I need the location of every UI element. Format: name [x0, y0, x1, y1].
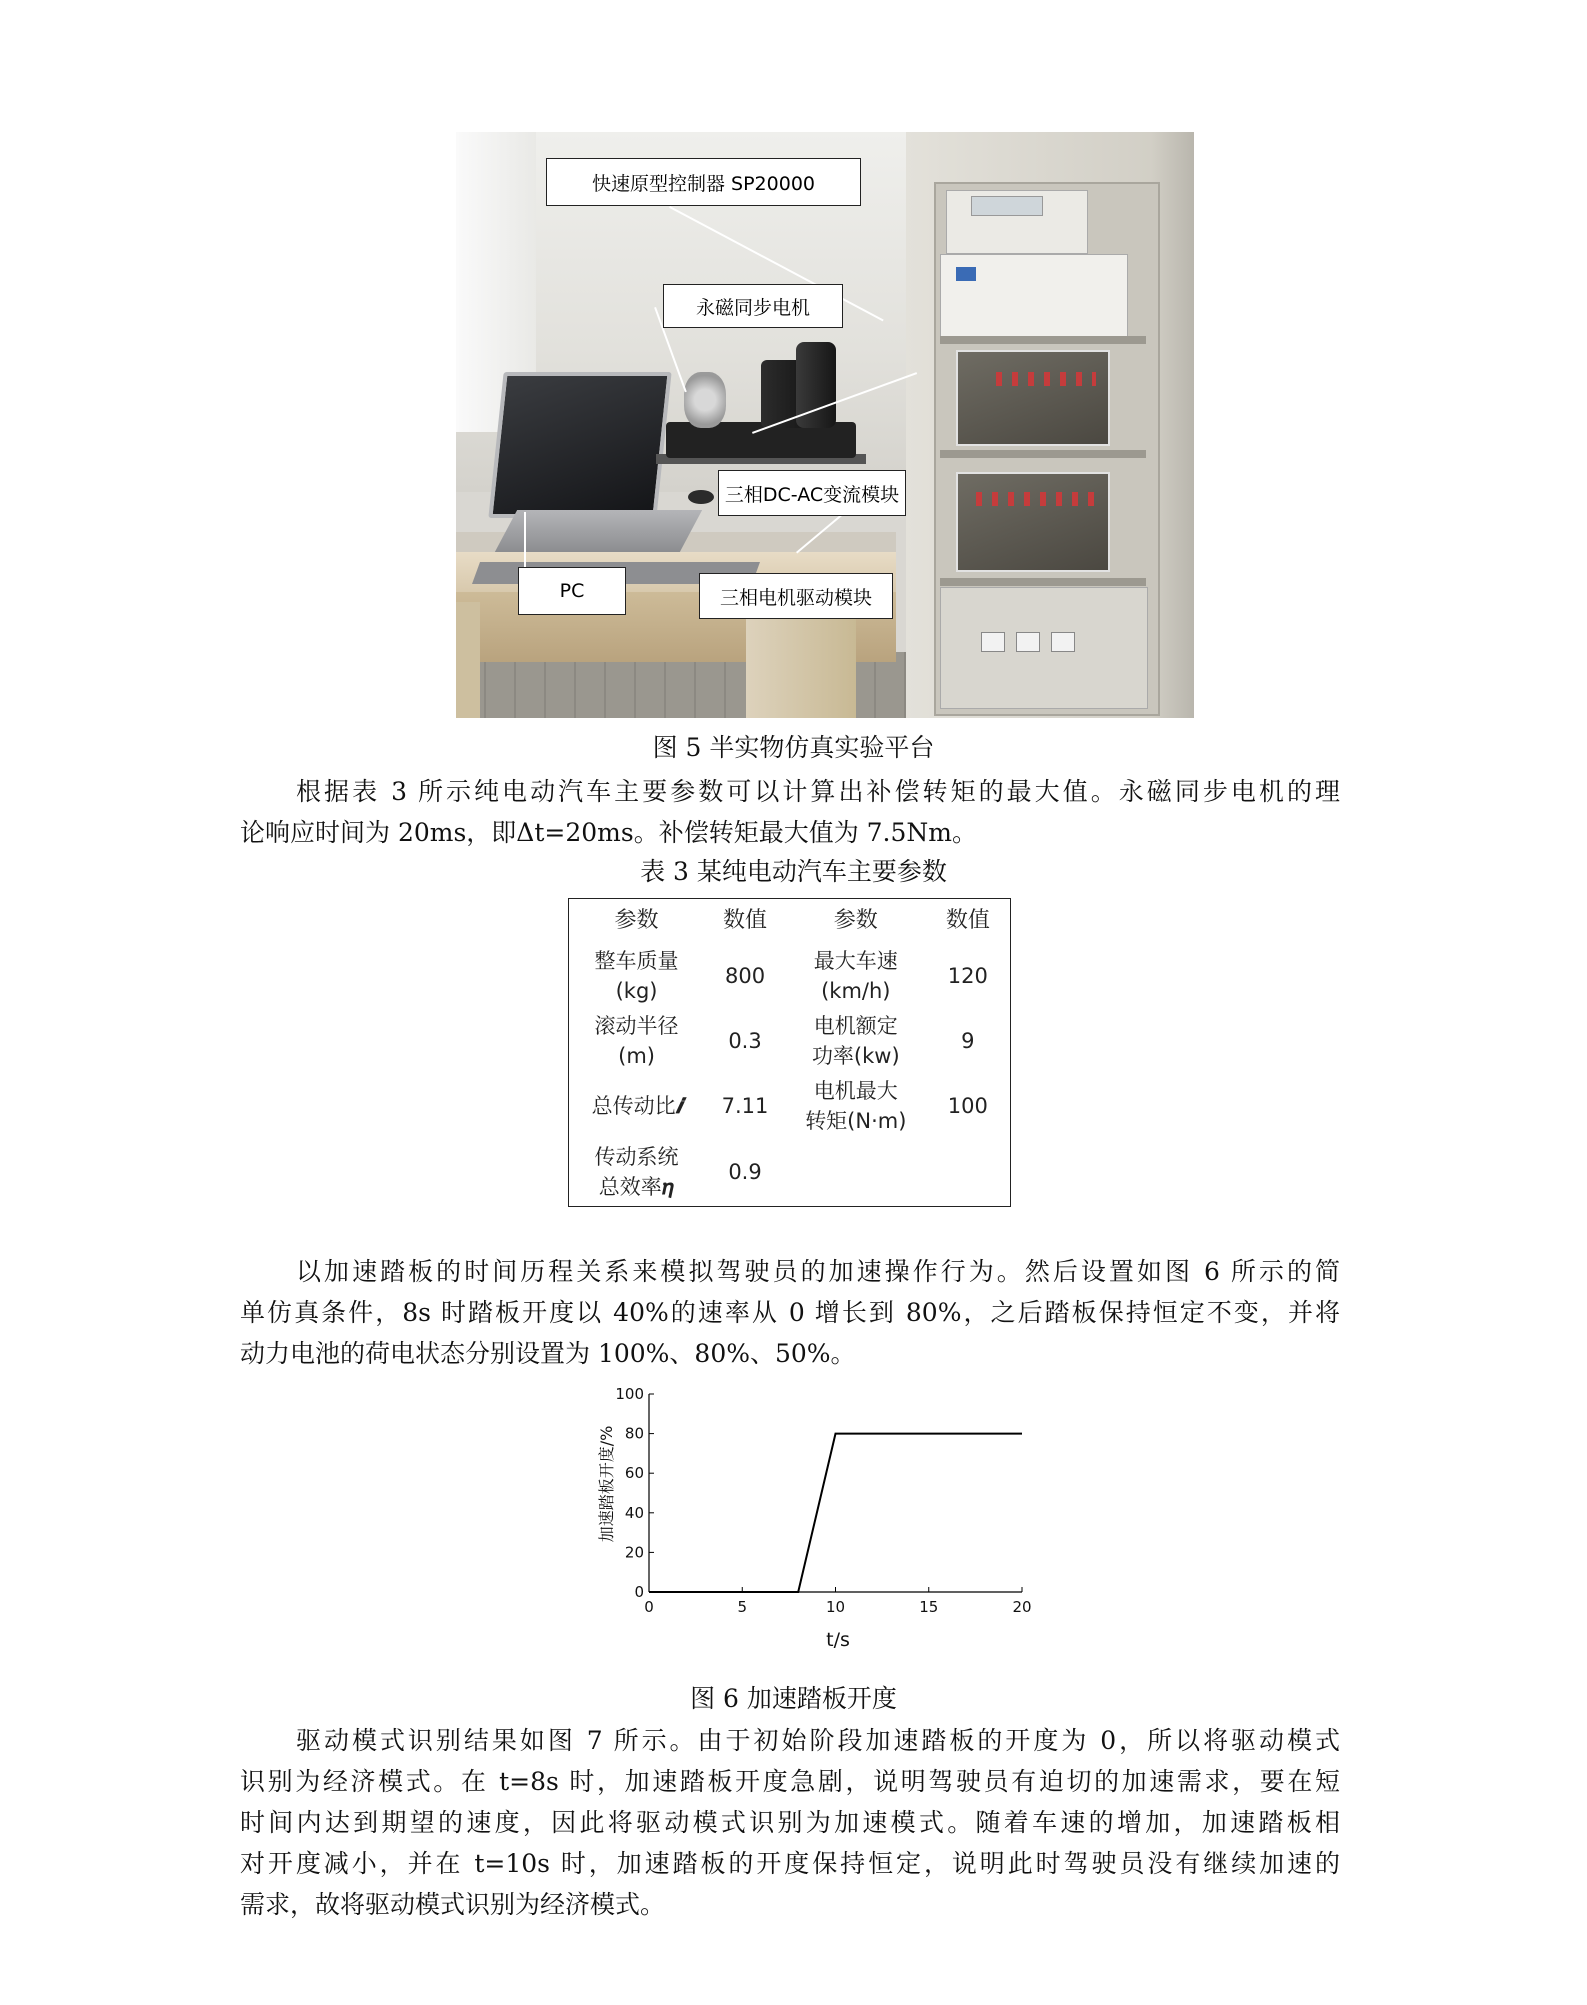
- pedal-opening-chart: [590, 1380, 1040, 1670]
- cell-line: 电机最大: [813, 1078, 898, 1103]
- table-cell: [569, 943, 705, 1008]
- table-header-row: [569, 899, 1011, 944]
- cell-line: 𝒊: [675, 1093, 682, 1118]
- shelf: [940, 450, 1146, 458]
- table-cell: [926, 1138, 1011, 1206]
- table-cell: 800: [724, 963, 766, 988]
- cell-line: 电机额定: [813, 1013, 898, 1038]
- table-cell: [569, 1138, 705, 1206]
- x-tick-label: 20: [1012, 1598, 1032, 1616]
- pedal-opening-line: [649, 1434, 1022, 1592]
- paragraph-1: [240, 771, 1340, 853]
- paragraph-line: 单仿真条件，8s 时踏板开度以 40%的速率从 0 增长到 80%，之后踏板保持恒定不变，并将: [240, 1298, 1340, 1327]
- figure-6-caption: 图 6 加速踏板开度: [690, 1684, 897, 1713]
- flywheel: [684, 372, 726, 428]
- y-tick-label: 40: [624, 1503, 644, 1522]
- paragraph-line: 根据表 3 所示纯电动汽车主要参数可以计算出补偿转矩的最大值。永磁同步电机的理: [296, 777, 1340, 806]
- paragraph-line: 驱动模式识别结果如图 7 所示。由于初始阶段加速踏板的开度为 0，所以将驱动模式: [296, 1726, 1340, 1755]
- label-pc: PC: [518, 567, 626, 615]
- table-cell: [786, 1008, 926, 1073]
- chart-series: [649, 1434, 1022, 1592]
- x-tick-label: 5: [737, 1598, 748, 1616]
- y-tick-label: 20: [624, 1543, 644, 1562]
- label-controller: 快速原型控制器 SP20000: [546, 158, 861, 206]
- paragraph-line: 识别为经济模式。在 t=8s 时，加速踏板开度急剧，说明驾驶员有迫切的加速需求，要在短: [240, 1767, 1340, 1796]
- cell-line: (kg): [615, 978, 658, 1003]
- shelf: [940, 336, 1146, 344]
- table-cell: 0.3: [728, 1028, 762, 1053]
- mouse: [688, 490, 714, 504]
- paragraph-3: [240, 1720, 1340, 1925]
- parameter-table: [568, 898, 1011, 1207]
- breaker: [1016, 632, 1040, 652]
- cell-line: 转矩(N·m): [805, 1108, 907, 1133]
- driver-module-box: [956, 472, 1110, 572]
- callout-line-pc: [525, 512, 527, 568]
- table-cell: 0.9: [728, 1159, 762, 1184]
- cell-line: 总效率𝜼: [598, 1174, 675, 1199]
- cell-line: 总传动比: [591, 1093, 676, 1118]
- label-inverter: 三相DC-AC变流模块: [718, 470, 906, 516]
- breaker-panel: [940, 587, 1148, 709]
- breaker: [981, 632, 1005, 652]
- brand-logo-icon: [956, 267, 976, 281]
- y-tick-label: 100: [615, 1385, 644, 1403]
- laptop-screen: [488, 372, 671, 518]
- cell-line: 传动系统: [594, 1144, 679, 1169]
- table-header-cell: 数值: [723, 908, 768, 933]
- cell-line: 整车质量: [594, 948, 679, 973]
- y-tick-label: 80: [624, 1424, 644, 1443]
- table-header-cell: 数值: [945, 908, 990, 933]
- table-cell: [786, 1073, 926, 1138]
- paragraph-line: 需求，故将驱动模式识别为经济模式。: [240, 1890, 666, 1919]
- table-row: [569, 1138, 1011, 1206]
- cell-line: 最大车速: [813, 948, 898, 973]
- table-cell: [786, 1138, 926, 1206]
- y-tick-label: 0: [634, 1583, 644, 1601]
- figure-5-caption: 图 5 半实物仿真实验平台: [652, 733, 935, 762]
- chart-ylabel: 加速踏板开度/%: [597, 1425, 616, 1543]
- x-tick-label: 15: [919, 1598, 939, 1616]
- desk-leg: [746, 602, 856, 718]
- breaker: [1051, 632, 1075, 652]
- paragraph-line: 对开度减小，并在 t=10s 时，加速踏板的开度保持恒定，说明此时驾驶员没有继续加速的: [240, 1849, 1340, 1878]
- table-cell: 100: [947, 1093, 988, 1118]
- table-cell: [569, 1073, 705, 1138]
- table-header-cell: 参数: [614, 908, 659, 933]
- cell-line: (km/h): [821, 978, 891, 1003]
- x-tick-label: 0: [644, 1598, 654, 1616]
- x-tick-label: 10: [825, 1598, 846, 1616]
- y-tick-label: 60: [624, 1464, 644, 1483]
- chart-axes: [649, 1394, 1022, 1592]
- table-row: [569, 1008, 1011, 1073]
- chart-xlabel: t/s: [826, 1629, 850, 1651]
- table-cell: [786, 943, 926, 1008]
- cell-line: 滚动半径: [594, 1013, 679, 1038]
- table-row: [569, 1073, 1011, 1138]
- label-motor: 永磁同步电机: [663, 284, 843, 328]
- figure-5-photo: [456, 132, 1194, 718]
- paragraph-2: [240, 1251, 1340, 1374]
- table-cell: 9: [961, 1028, 975, 1053]
- inverter-module-box: [956, 350, 1110, 446]
- table-header-cell: 参数: [833, 908, 878, 933]
- table-3-caption: 表 3 某纯电动汽车主要参数: [640, 857, 947, 886]
- paragraph-line: 动力电池的荷电状态分别设置为 100%、80%、50%。: [240, 1339, 856, 1368]
- shelf: [940, 578, 1146, 586]
- desk-leg-left: [456, 602, 480, 718]
- table-cell: [569, 1008, 705, 1073]
- control-display: [971, 196, 1043, 216]
- label-driver: 三相电机驱动模块: [699, 573, 893, 619]
- cell-line: 功率(kw): [811, 1043, 900, 1068]
- cell-line: (m): [618, 1043, 655, 1068]
- inverter-leds: [996, 372, 1096, 386]
- paragraph-line: 论响应时间为 20ms，即Δt=20ms。补偿转矩最大值为 7.5Nm。: [240, 818, 977, 847]
- paragraph-line: 以加速踏板的时间历程关系来模拟驾驶员的加速操作行为。然后设置如图 6 所示的简: [296, 1257, 1340, 1286]
- table-cell: 7.11: [721, 1093, 769, 1118]
- driver-leds: [976, 492, 1096, 506]
- paragraph-line: 时间内达到期望的速度，因此将驱动模式识别为加速模式。随着车速的增加，加速踏板相: [240, 1808, 1340, 1837]
- table-row: [569, 943, 1011, 1008]
- table-cell: 120: [947, 963, 988, 988]
- chart-ticks: [615, 1385, 1031, 1616]
